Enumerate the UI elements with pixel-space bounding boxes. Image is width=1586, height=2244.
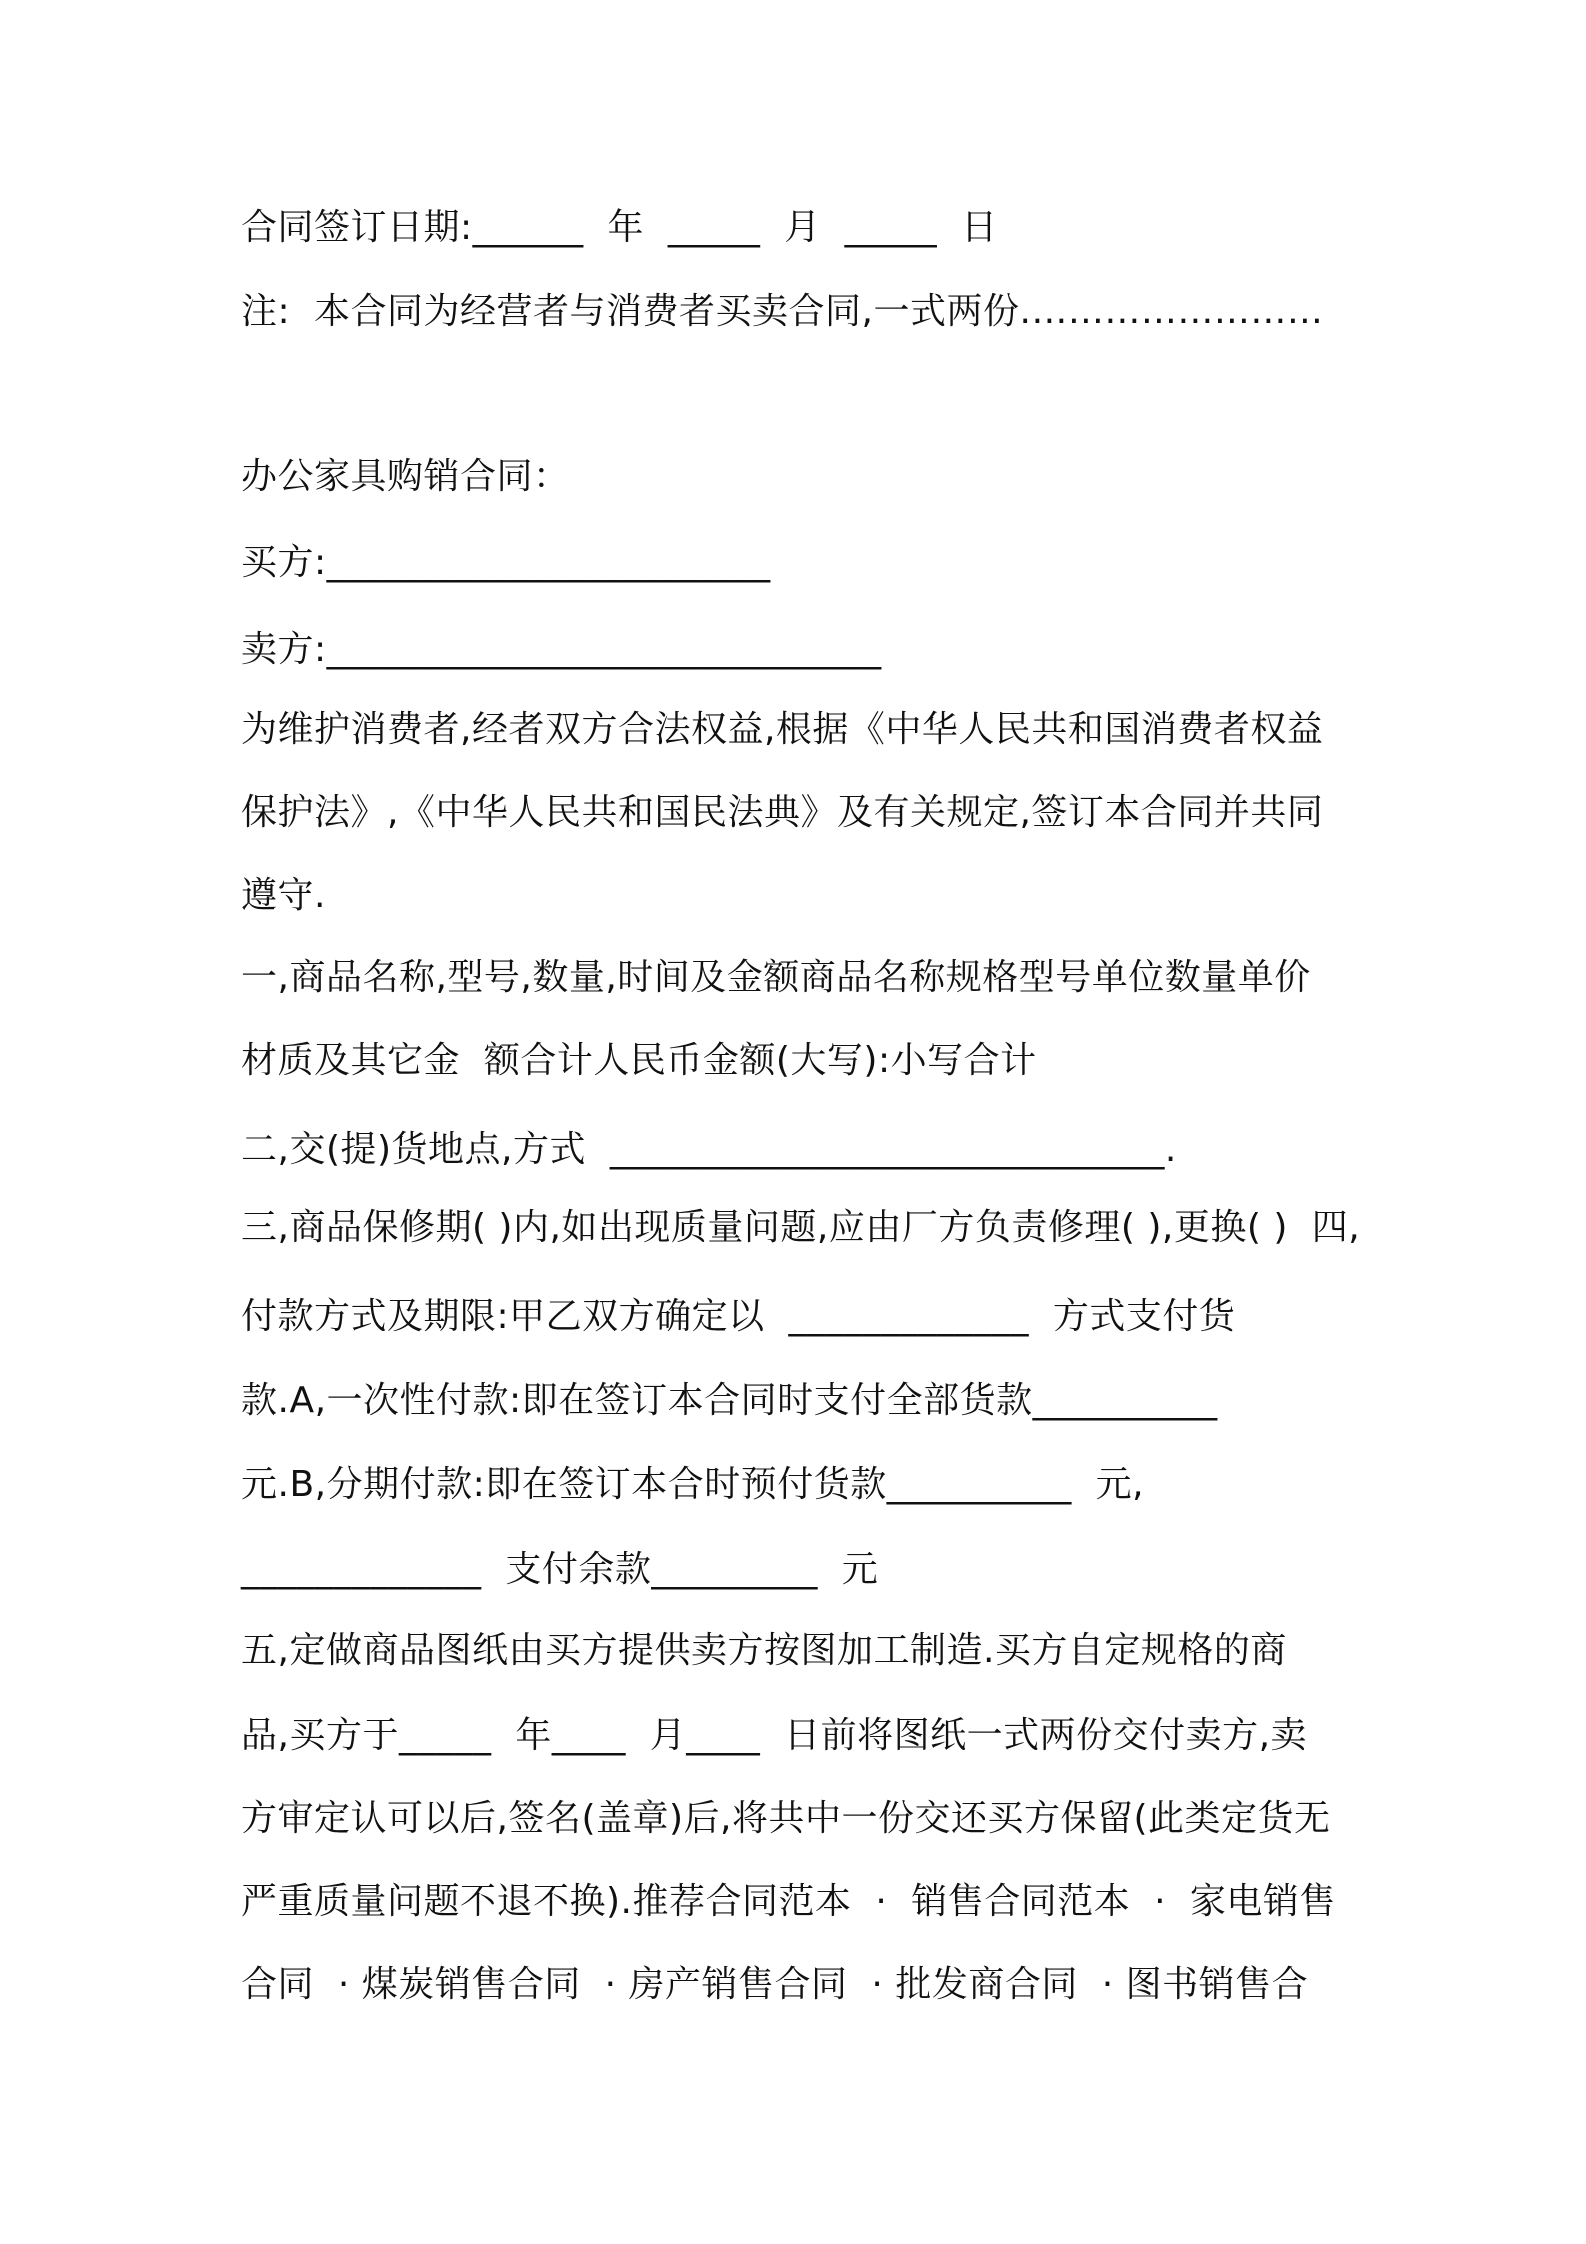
clause-5-line: 合同 · 煤炭销售合同 · 房产销售合同 · 批发商合同 · 图书销售合 xyxy=(241,1964,1309,2005)
paragraph-line: 保护法》,《中华人民共和国民法典》及有关规定,签订本合同并共同 xyxy=(241,792,1324,833)
clause-5-line: 严重质量问题不退不换).推荐合同范本 · 销售合同范本 · 家电销售 xyxy=(241,1881,1336,1922)
contract-title: 办公家具购销合同： xyxy=(241,456,570,497)
seller-line: 卖方:______________________________ xyxy=(241,629,882,670)
clause-1-line: 材质及其它金 额合计人民币金额(大写):小写合计 xyxy=(241,1040,1037,1081)
clause-4-line: 付款方式及期限:甲乙双方确定以 _____________ 方式支付货 xyxy=(241,1296,1236,1337)
clause-3-line: 三,商品保修期( )内,如出现质量问题,应由厂方负责修理( ),更换( ) 四, xyxy=(241,1207,1361,1248)
paragraph-line: 为维护消费者,经者双方合法权益,根据《中华人民共和国消费者权益 xyxy=(241,709,1324,750)
clause-4-line: 款.A,一次性付款:即在签订本合同时支付全部货款__________ xyxy=(241,1380,1218,1421)
clause-2-line: 二,交(提)货地点,方式 ______________________________. xyxy=(241,1129,1177,1170)
contract-date-line: 合同签订日期:______ 年 _____ 月 _____ 日 xyxy=(241,207,998,248)
clause-4-line: _____________ 支付余款_________ 元 xyxy=(241,1549,879,1590)
clause-5-line: 品,买方于_____ 年____ 月____ 日前将图纸一式两份交付卖方,卖 xyxy=(241,1715,1308,1756)
clause-1-line: 一,商品名称,型号,数量,时间及金额商品名称规格型号单位数量单价 xyxy=(241,957,1311,998)
clause-4-line: 元.B,分期付款:即在签订本合时预付货款__________ 元, xyxy=(241,1464,1145,1505)
clause-5-line: 方审定认可以后,签名(盖章)后,将共中一份交还买方保留(此类定货无 xyxy=(241,1798,1331,1839)
contract-note-line: 注: 本合同为经营者与消费者买卖合同,一式两份.…………………… xyxy=(241,291,1324,332)
clause-5-line: 五,定做商品图纸由买方提供卖方按图加工制造.买方自定规格的商 xyxy=(241,1630,1287,1671)
buyer-line: 买方:________________________ xyxy=(241,542,771,583)
paragraph-line: 遵守. xyxy=(241,875,326,916)
